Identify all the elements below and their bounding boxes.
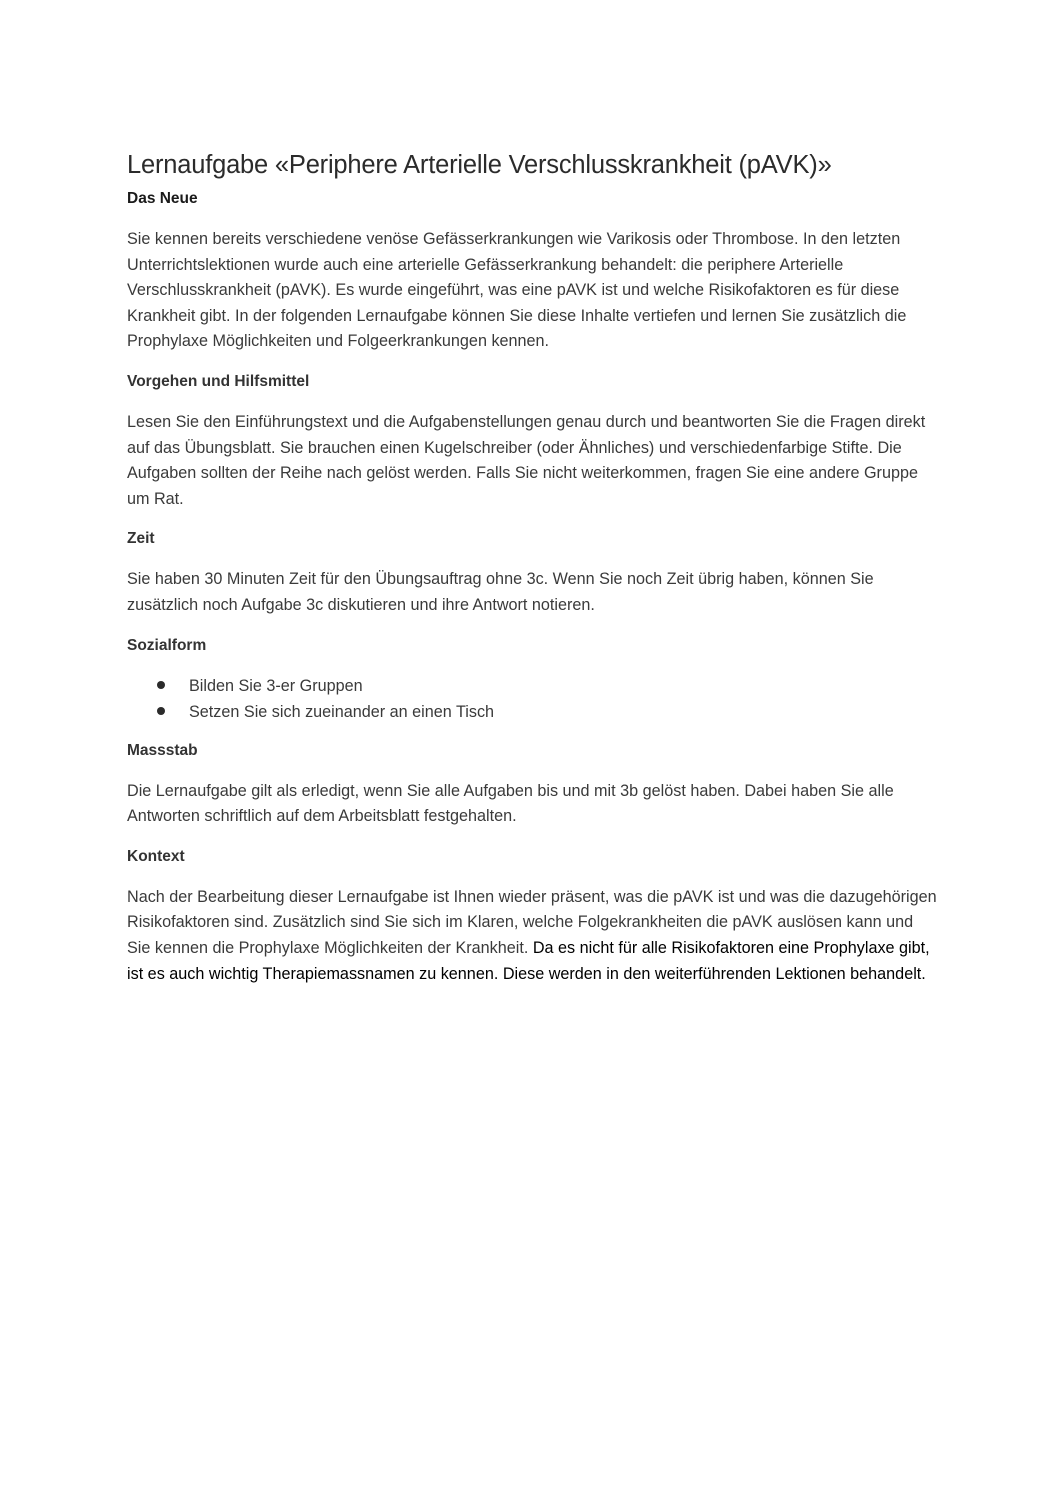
heading-zeit: Zeit — [127, 530, 155, 548]
list-item-text: Bilden Sie 3-er Gruppen — [189, 676, 363, 695]
kontext-text-highlight: Da es nicht für alle Risikofaktoren eine Prophylaxe gibt, ist es auch wichtig Therapiemassnamen zu kennen. Diese werden in den weiterführenden Lektionen behandelt. — [127, 938, 930, 983]
paragraph-zeit: Sie haben 30 Minuten Zeit für den Übungsauftrag ohne 3c. Wenn Sie noch Zeit übrig haben, können Sie zusätzlich noch Aufgabe 3c diskutieren und ihre Antwort notieren. — [127, 570, 874, 614]
paragraph-vorgehen: Lesen Sie den Einführungstext und die Aufgabenstellungen genau durch und beantworten Sie die Fragen direkt auf das Übungsblatt. Sie brauchen einen Kugelschreiber (oder Ähnliches) und verschiedenfarbige Stifte. Die Aufgaben sollten der Reihe nach gelöst werden. Falls Sie nicht weiterkommen, fragen Sie eine andere Gruppe um Rat. — [127, 412, 926, 508]
heading-sozialform: Sozialform — [127, 636, 207, 654]
paragraph-kontext — [127, 885, 939, 987]
document-content — [127, 146, 939, 987]
list-item-text: Setzen Sie sich zueinander an einen Tisch — [189, 702, 495, 721]
list-item — [127, 673, 939, 699]
document-title: Lernaufgabe «Periphere Arterielle Verschlusskrankheit (pAVK)» — [127, 151, 832, 179]
bullet-icon — [157, 681, 165, 689]
heading-kontext: Kontext — [127, 847, 185, 865]
list-item — [127, 699, 939, 725]
paragraph-das-neue: Sie kennen bereits verschiedene venöse Gefässerkrankungen wie Varikosis oder Thrombose. In den letzten Unterrichtslektionen wurde auch eine arterielle Gefässerkrankung behandelt: die periphere Arterielle Verschlusskrankheit (pAVK). Es wurde eingeführt, was eine pAVK ist und welche Risikofaktoren es für diese Krankheit gibt. In der folgenden Lernaufgabe können Sie diese Inhalte vertiefen und lernen Sie zusätzlich die Prophylaxe Möglichkeiten und Folgeerkrankungen kennen. — [127, 230, 907, 351]
heading-das-neue: Das Neue — [127, 190, 198, 207]
paragraph-massstab: Die Lernaufgabe gilt als erledigt, wenn Sie alle Aufgaben bis und mit 3b gelöst haben. Dabei haben Sie alle Antworten schriftlich auf dem Arbeitsblatt festgehalten. — [127, 781, 894, 826]
heading-vorgehen: Vorgehen und Hilfsmittel — [127, 372, 310, 390]
kontext-text: Nach der Bearbeitung dieser Lernaufgabe ist Ihnen wieder präsent, was die pAVK ist und was die dazugehörigen Risikofaktoren sind. Zusätzlich sind Sie sich im Klaren, welche Folgekrankheiten die pAVK auslösen kann und Sie kennen die Prophylaxe Möglichkeiten der Krankheit. — [127, 887, 937, 957]
sozialform-list — [127, 673, 939, 725]
heading-massstab: Massstab — [127, 741, 198, 759]
bullet-icon — [157, 707, 165, 715]
